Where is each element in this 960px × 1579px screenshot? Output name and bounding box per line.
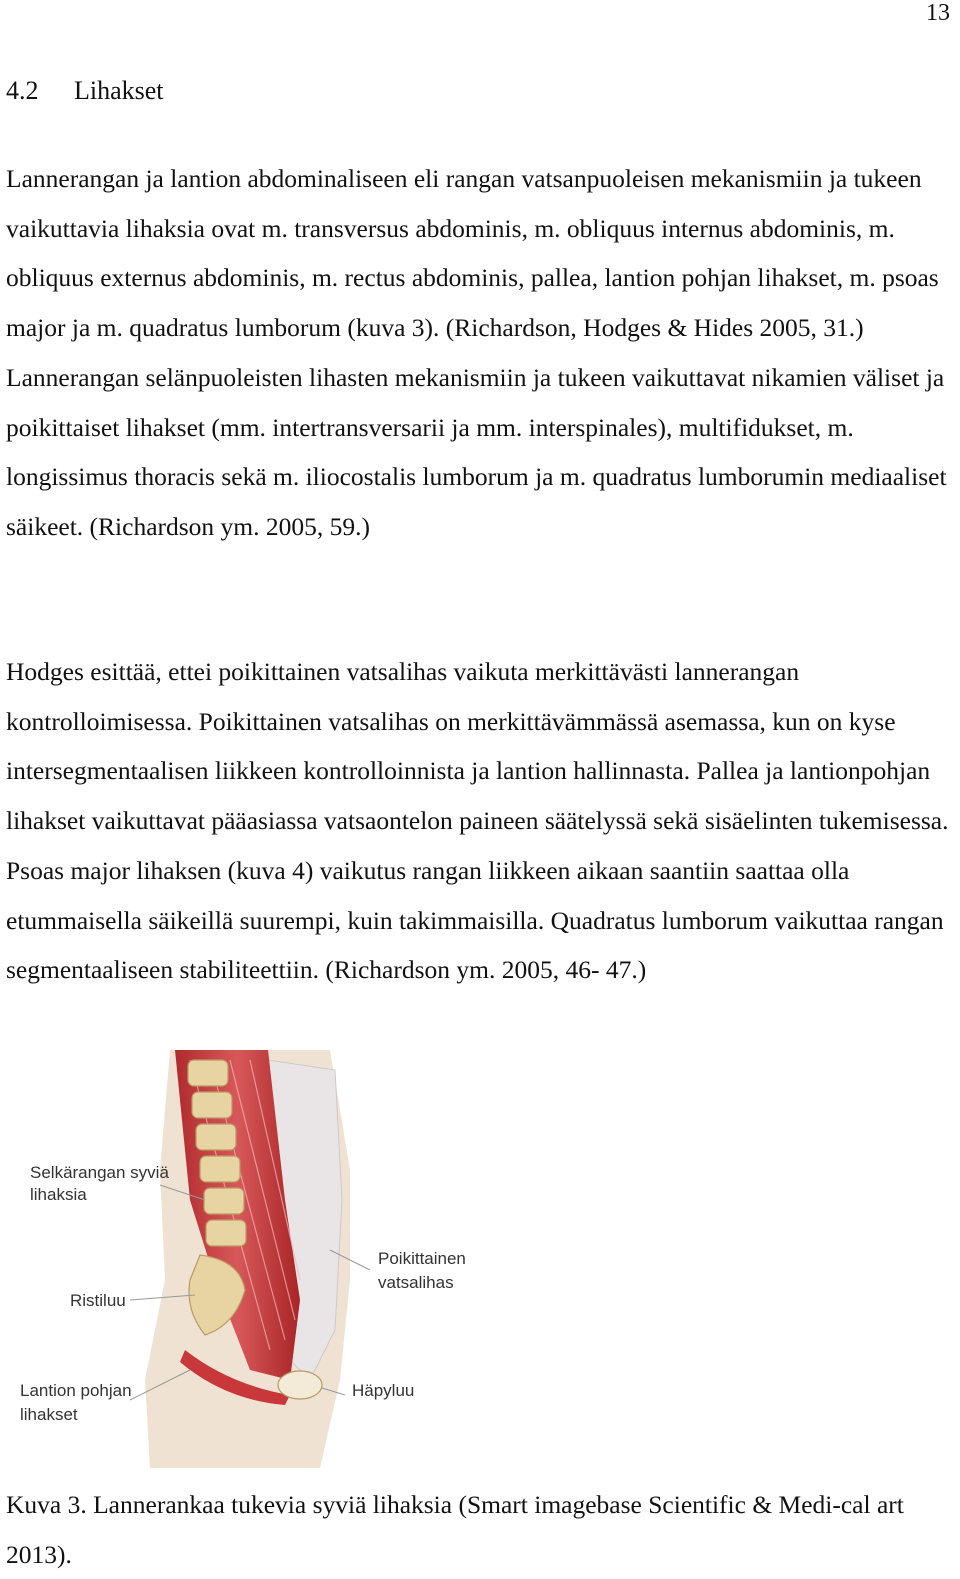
page-number: 13 <box>926 0 950 26</box>
anatomy-illustration <box>0 1050 480 1468</box>
figure-caption: Kuva 3. Lannerankaa tukevia syviä lihaksia (Smart imagebase Scientific & Medi-cal art 2013). <box>6 1490 904 1569</box>
section-number: 4.2 <box>6 76 39 105</box>
label-pubic: Häpyluu <box>352 1381 415 1400</box>
label-transverse-1: Poikittainen <box>378 1249 466 1268</box>
label-transverse-2: vatsalihas <box>378 1273 454 1292</box>
pubic-bone <box>278 1371 322 1399</box>
label-sacrum: Ristiluu <box>70 1291 126 1310</box>
section-title: Lihakset <box>74 76 164 105</box>
paragraph-2: Hodges esittää, ettei poikittainen vatsalihas vaikuta merkittävästi lannerangan kontrolloimisessa. Poikittainen vatsalihas on merkittävämmässä asemassa, kun on kyse intersegmentaalisen liikkeen kontrolloinnista ja lantion hallinnasta. Pallea ja lantionpohjan lihakset vaikuttavat pääasiassa vatsaontelon paineen säätelyssä sekä sisäelinten tukemisessa. Psoas major lihaksen (kuva 4) vaikutus rangan liikkeen aikaan saantiin saattaa olla etummaisella säikeillä suurempi, kuin takimmaisilla. Quadratus lumborum vaikuttaa rangan segmentaaliseen stabiliteettiin. (Richardson ym. 2005, 46- 47.) <box>6 657 949 985</box>
label-pelvic-floor-1: Lantion pohjan <box>20 1381 132 1400</box>
label-pelvic-floor-2: lihakset <box>20 1405 78 1424</box>
section-heading <box>6 76 164 106</box>
label-deep-spine-2: lihaksia <box>30 1185 87 1204</box>
label-deep-spine-1: Selkärangan syviä <box>30 1163 169 1182</box>
paragraph-1: Lannerangan ja lantion abdominaliseen eli rangan vatsanpuoleisen mekanismiin ja tukeen vaikuttavia lihaksia ovat m. transversus abdominis, m. obliquus internus abdominis, m. obliquus externus abdominis, m. rectus abdominis, pallea, lantion pohjan lihakset, m. psoas major ja m. quadratus lumborum (kuva 3). (Richardson, Hodges & Hides 2005, 31.) Lannerangan selänpuoleisten lihasten mekanismiin ja tukeen vaikuttavat nikamien väliset ja poikittaiset lihakset (mm. intertransversarii ja mm. interspinales), multifidukset, m. longissimus thoracis sekä m. iliocostalis lumborum ja m. quadratus lumborumin mediaaliset säikeet. (Richardson ym. 2005, 59.) <box>6 164 947 541</box>
